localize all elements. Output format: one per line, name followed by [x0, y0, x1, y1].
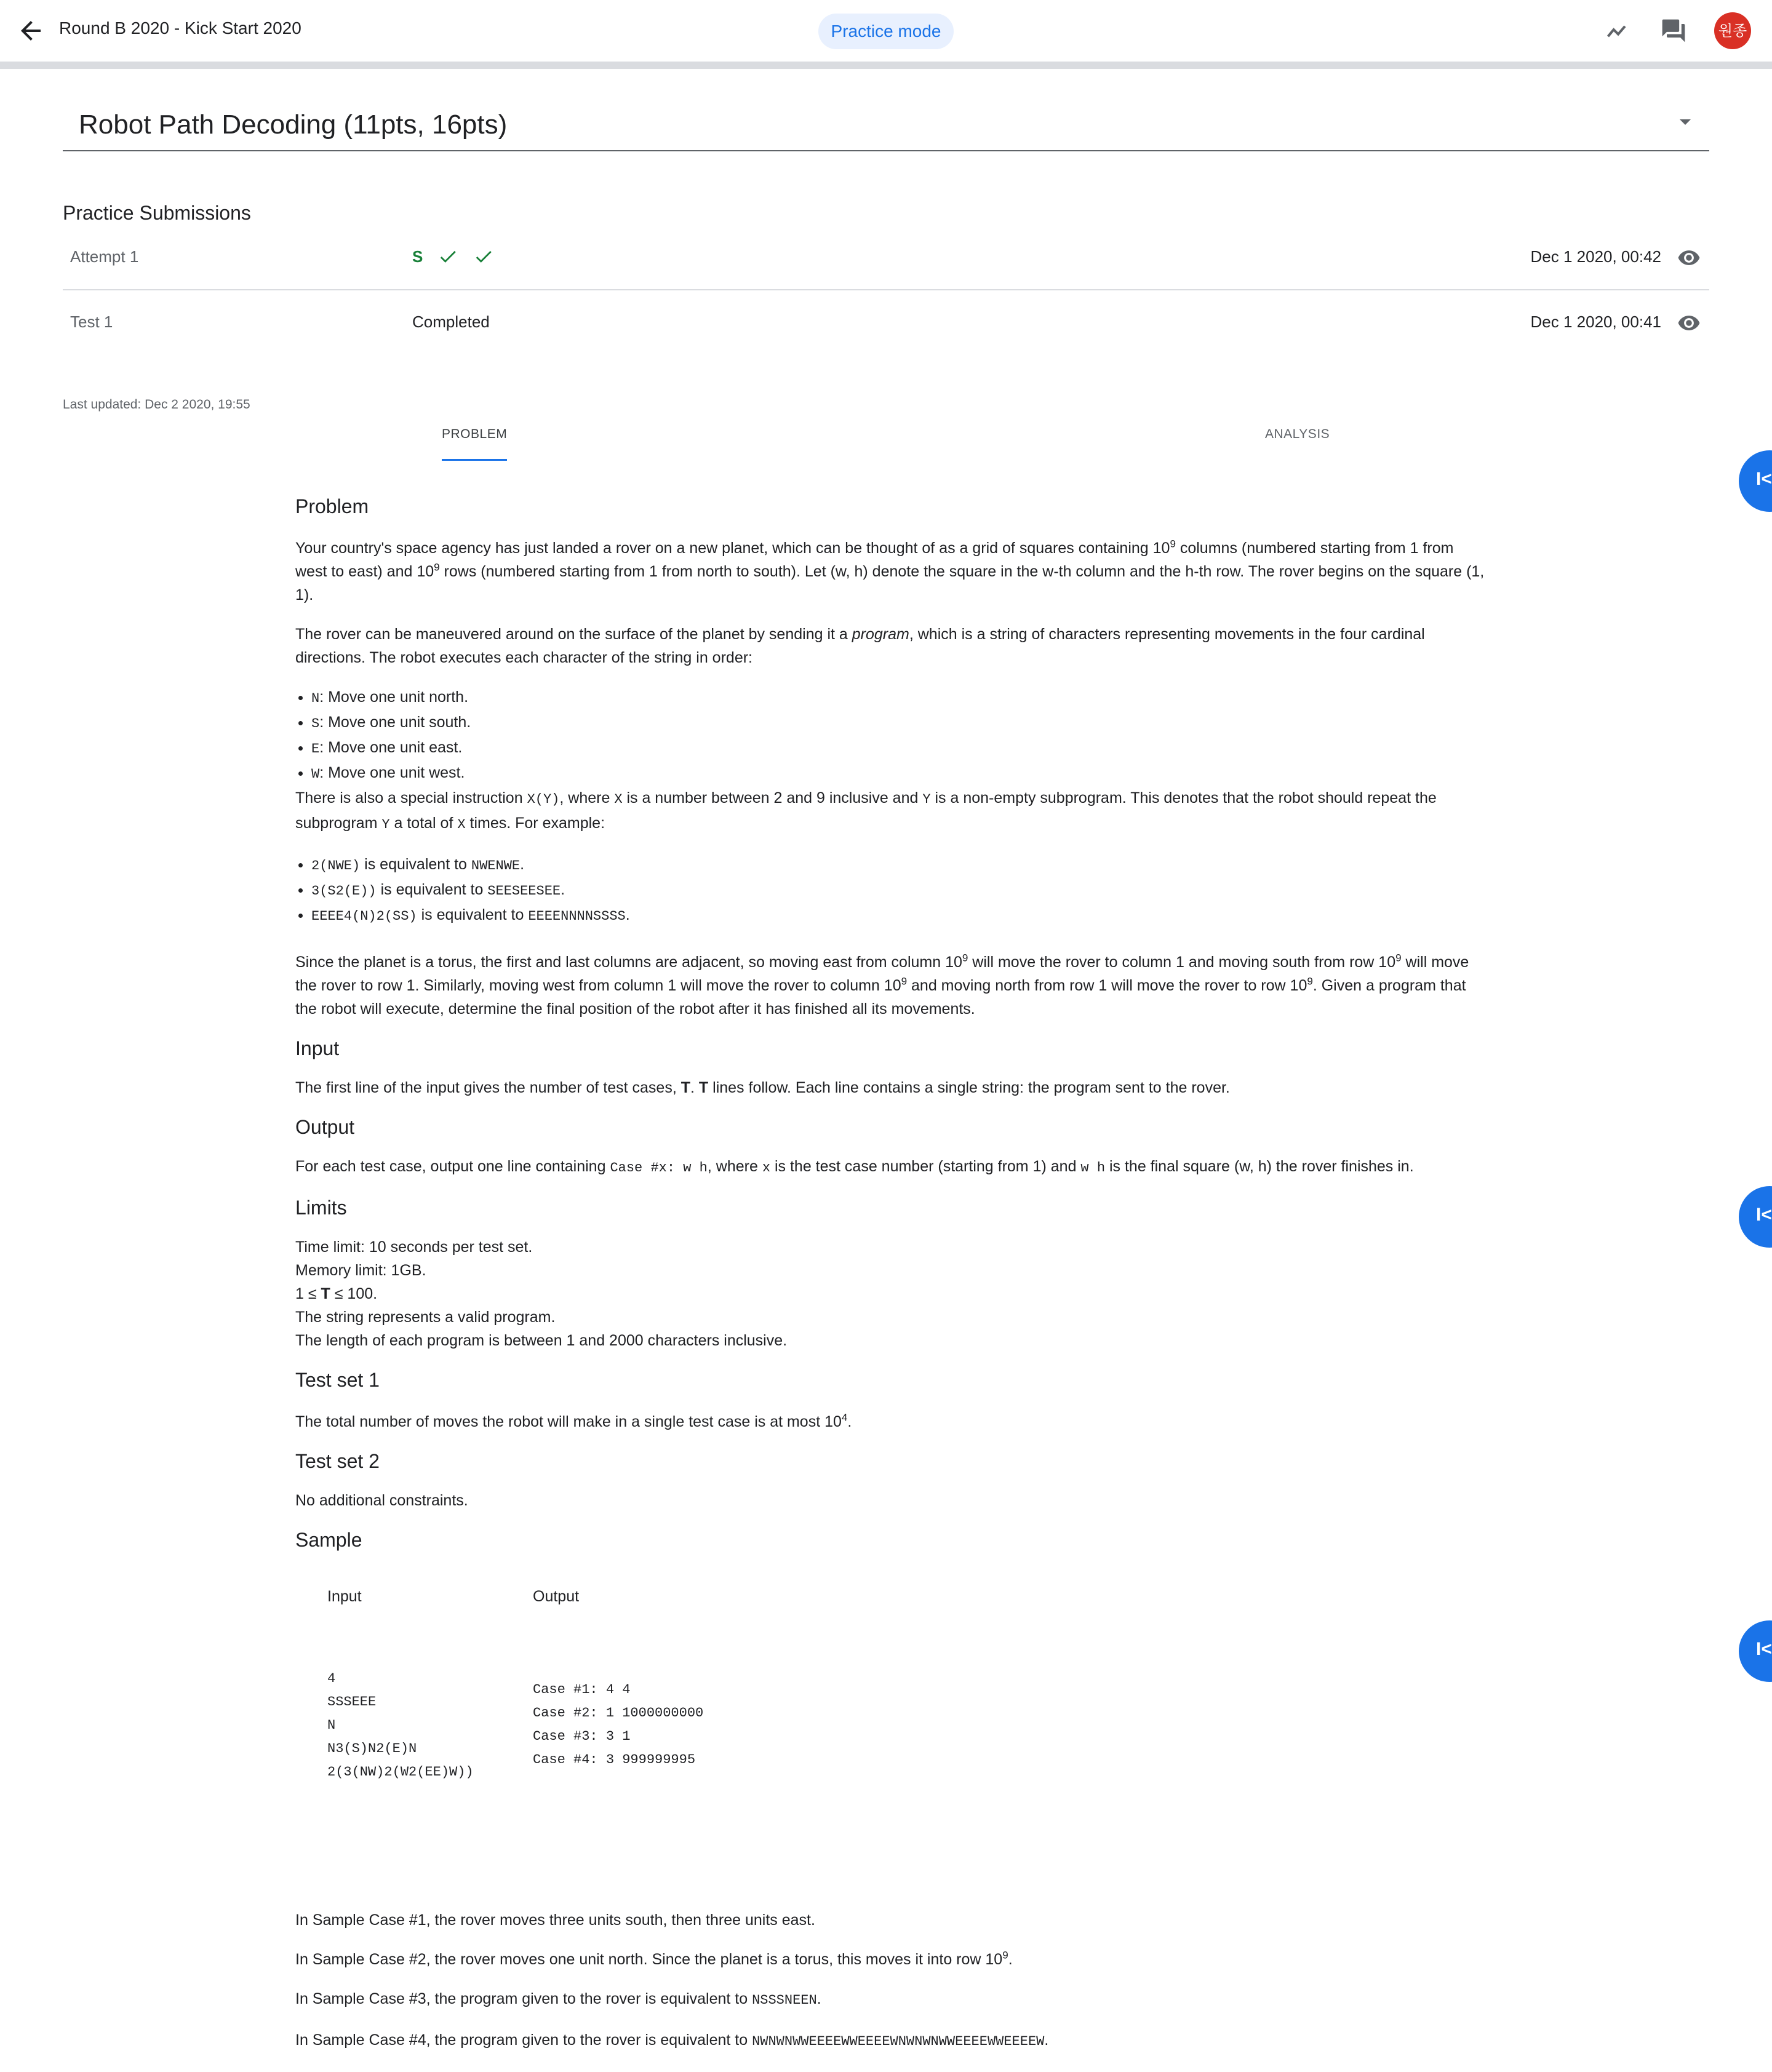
collapse-panel-button[interactable] — [1739, 1186, 1772, 1248]
sample-input-code: 4 SSSEEE N N3(S)N2(E)N 2(3(NW)2(W2(EE)W)) — [327, 1671, 474, 1780]
dropdown-arrow-icon — [1680, 119, 1691, 125]
problem-paragraph: There is also a special instruction X(Y), where X is a number between 2 and 9 inclusive and Y is a non-empty subprogram. This denotes that the robot should repeat the subprogram Y a total of X times. For example: — [295, 789, 1437, 832]
input-description: The first line of the input gives the number of test cases, T. T lines follow. Each line contains a single string: the program sent to the rover. — [295, 1079, 1230, 1096]
first-page-icon: I< — [1756, 469, 1772, 489]
first-page-icon: I< — [1756, 1639, 1772, 1659]
submission-name: Attempt 1 — [70, 247, 139, 266]
section-heading-test-set-2: Test set 2 — [295, 1450, 380, 1472]
tab-problem[interactable]: PROBLEM — [442, 427, 508, 441]
view-submission-icon[interactable] — [1677, 246, 1701, 269]
sample-explanation: In Sample Case #3, the program given to the rover is equivalent to NSSSNEEN. — [295, 1990, 821, 2008]
sample-input-label: Input — [327, 1588, 362, 1605]
output-description: For each test case, output one line containing Case #x: w h, where x is the test case number (starting from 1) and w h is the final square (w, h) the rover finishes in. — [295, 1158, 1414, 1176]
active-tab-indicator — [442, 459, 507, 461]
submission-date: Dec 1 2020, 00:41 — [1530, 313, 1661, 331]
collapse-panel-button[interactable] — [1739, 1620, 1772, 1682]
section-heading-sample: Sample — [295, 1529, 362, 1551]
problem-paragraph: The rover can be maneuvered around on the surface of the planet by sending it a program, which is a string of characters representing movements in the four cardinal directions. The robot executes each character of the string in order: — [295, 626, 1425, 666]
list-item: • 3(S2(E)) is equivalent to SEESEESEE. — [311, 878, 1489, 903]
list-item: • EEEE4(N)2(SS) is equivalent to EEEENNNNSSSS. — [311, 903, 1489, 928]
view-submission-icon[interactable] — [1677, 311, 1701, 335]
trending-up-icon[interactable] — [1605, 17, 1632, 44]
list-item: • N: Move one unit north. — [311, 685, 1489, 711]
sample-passed-badge: S — [412, 247, 423, 266]
top-app-bar — [0, 0, 1772, 69]
list-item: • S: Move one unit south. — [311, 711, 1489, 736]
problem-selector-label: Robot Path Decoding (11pts, 16pts) — [79, 110, 508, 140]
user-avatar[interactable]: 원종 — [1714, 12, 1751, 49]
examples-list — [295, 853, 1489, 928]
section-heading-output: Output — [295, 1116, 355, 1138]
test-set-2-description: No additional constraints. — [295, 1492, 468, 1509]
arrow-back-icon[interactable] — [16, 16, 46, 46]
contest-title[interactable]: Round B 2020 - Kick Start 2020 — [59, 18, 301, 38]
sample-output-label: Output — [533, 1588, 580, 1605]
submission-date: Dec 1 2020, 00:42 — [1530, 247, 1661, 266]
forum-icon[interactable] — [1660, 17, 1687, 44]
collapse-panel-button[interactable] — [1739, 450, 1772, 512]
list-item: • W: Move one unit west. — [311, 761, 1489, 786]
section-heading-test-set-1: Test set 1 — [295, 1369, 380, 1391]
problem-selector[interactable] — [63, 98, 1709, 151]
check-icon — [437, 246, 458, 267]
tab-analysis[interactable]: ANALYSIS — [1265, 427, 1330, 441]
sample-explanation: In Sample Case #2, the rover moves one unit north. Since the planet is a torus, this moves it into row $10^9$. — [295, 1949, 1013, 1968]
check-icon — [473, 246, 494, 267]
submission-row — [63, 225, 1709, 290]
test-set-1-description: The total number of moves the robot will make in a single test case is at most $10^4$. — [295, 1411, 852, 1430]
practice-mode-chip[interactable]: Practice mode — [818, 14, 954, 49]
sample-input-column — [327, 1585, 474, 1784]
problem-paragraph: Since the planet is a torus, the first and last columns are adjacent, so moving east from column $10^9$ will move the rover to column 1 and moving south from row $10^9$ will move the rover to row 1. Similarly, moving west from column 1 will move the rover to column $10^9$ and moving north from row 1 will move the rover to row $10^9$. Given a program that the robot will execute, determine the final position of the robot after it has finished all its movements. — [295, 952, 1469, 1018]
sample-table — [295, 1585, 1489, 1849]
last-updated: Last updated: Dec 2 2020, 19:55 — [63, 397, 250, 412]
sample-explanation: In Sample Case #1, the rover moves three units south, then three units east. — [295, 1911, 815, 1929]
sample-explanation: In Sample Case #4, the program given to the rover is equivalent to NWNWNWWEEEEWWEEEEWNWNWNWWEEEEWWEEEEW. — [295, 2031, 1049, 2049]
practice-submissions-heading: Practice Submissions — [63, 202, 251, 224]
first-page-icon: I< — [1756, 1205, 1772, 1225]
section-heading-problem: Problem — [295, 495, 369, 517]
sample-output-code: Case #1: 4 4 Case #2: 1 1000000000 Case #3: 3 1 Case #4: 3 999999995 — [533, 1682, 704, 1767]
problem-statement — [295, 492, 1489, 2054]
submission-result — [412, 246, 494, 267]
problem-paragraph: Your country's space agency has just landed a rover on a new planet, which can be thought of as a grid of squares containing $10^9$ columns (numbered starting from 1 from west to east) and $10^9$ rows (numbered starting from 1 from north to south). Let (w, h) denote the square in the w-th column and the h-th row. The rover begins on the square (1, 1). — [295, 538, 1485, 604]
sample-output-column — [533, 1585, 703, 1772]
submission-row — [63, 290, 1709, 354]
list-item: • E: Move one unit east. — [311, 736, 1489, 761]
submission-name: Test 1 — [70, 313, 113, 331]
moves-list — [295, 685, 1489, 786]
section-heading-input: Input — [295, 1037, 340, 1059]
submission-status: Completed — [412, 313, 490, 331]
limits-block: Time limit: 10 seconds per test set. Memory limit: 1GB. 1 ≤ T ≤ 100. The string represents a valid program. The length of each program is between 1 and 2000 characters inclusive. — [295, 1238, 788, 1349]
section-heading-limits: Limits — [295, 1197, 347, 1219]
list-item: • 2(NWE) is equivalent to NWENWE. — [311, 853, 1489, 878]
